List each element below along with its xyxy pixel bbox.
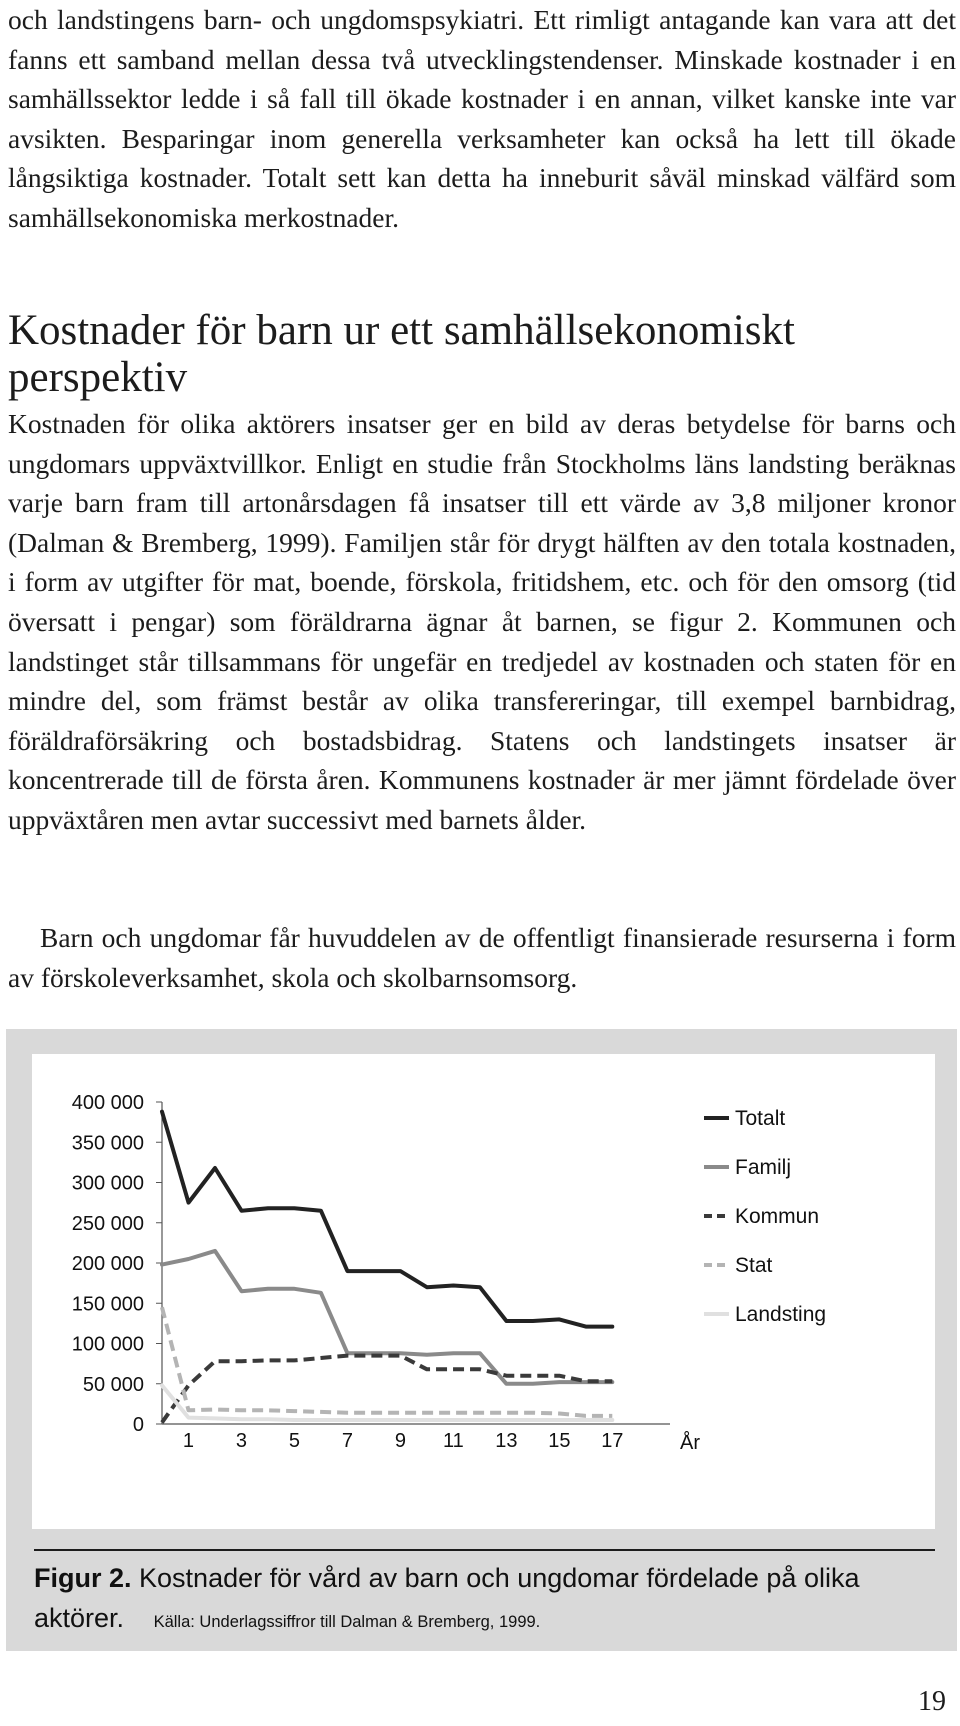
- series-line-totalt: [162, 1112, 612, 1327]
- chart-panel: [32, 1054, 935, 1529]
- caption-source: Källa: Underlagssiffror till Dalman & Bremberg, 1999.: [153, 1613, 541, 1631]
- caption-label: Figur 2.: [34, 1563, 132, 1593]
- x-tick-label: 9: [394, 1430, 406, 1452]
- x-tick-label: 13: [495, 1430, 518, 1452]
- y-tick-label: 150 000: [71, 1293, 144, 1316]
- y-tick-label: 250 000: [71, 1212, 144, 1235]
- legend-label-landsting: Landsting: [735, 1303, 827, 1326]
- x-tick-label: 3: [235, 1430, 248, 1452]
- paragraph-resources: Barn och ungdomar får huvuddelen av de offentligt finansierade resurserna i form av förskoleverksamhet, skola och skolbarnsomsorg.: [8, 922, 956, 993]
- legend-label-totalt: Totalt: [735, 1107, 786, 1130]
- x-tick-label: 17: [601, 1430, 624, 1452]
- paragraph-costs: Kostnaden för olika aktörers insatser ger en bild av deras betydelse för barns och ungdomars uppväxtvillkor. Enligt en studie från Stockholms läns landsting beräknas varje barn fram till artonårsdagen få insatser till ett värde av 3,8 miljoner kronor (Dalman & Bremberg, 1999). Familjen står för drygt hälften av den totala kostnaden, i form av utgifter för mat, boende, förskola, fritidshem, etc. och för den omsorg (tid översatt i pengar) som föräldrarna ägnar åt barnen, se figur 2. Kommunen och landstinget står tillsammans för ungefär en tredjedel av kostnaden och staten för en mindre del, som främst består av olika transfereringar, till exempel barnbidrag, föräldraförsäkring och bostadsbidrag. Statens och landstingets insatser är koncentrerade till de första åren. Kommunens kostnader är mer jämnt fördelade över uppväxtåren men avtar successivt med barnets ålder.: [8, 408, 956, 835]
- x-tick-label: 7: [341, 1430, 353, 1452]
- x-tick-label: 15: [548, 1430, 571, 1452]
- y-tick-label: 300 000: [71, 1172, 144, 1195]
- legend-label-familj: Familj: [735, 1156, 791, 1179]
- paragraph-intro: och landstingens barn- och ungdomspsykiatri. Ett rimligt antagande kan vara att det fanns ett samband mellan dessa två utvecklingstendenser. Minskade kostnader i en samhällssektor ledde i så fall till ökade kostnader i en annan, vilket kanske inte var avsikten. Besparingar inom generella verksamheter kan också ha lett till ökade långsiktiga kostnader. Totalt sett kan detta ha inneburit såväl minskad välfärd som samhällsekonomiska merkostnader.: [8, 4, 956, 233]
- caption-text: Kostnader för vård av barn och ungdomar fördelade på olika aktörer.: [34, 1563, 860, 1633]
- x-tick-label: 1: [182, 1430, 195, 1452]
- legend-label-kommun: Kommun: [735, 1205, 820, 1228]
- x-tick-label: 5: [288, 1430, 301, 1452]
- y-tick-label: 350 000: [71, 1132, 144, 1155]
- caption-divider: [34, 1549, 935, 1551]
- cost-line-chart: [32, 1054, 935, 1529]
- page-number: 19: [918, 1686, 946, 1717]
- y-tick-label: 400 000: [71, 1092, 144, 1114]
- figure-2: [6, 1029, 957, 1651]
- x-tick-label: 11: [443, 1430, 464, 1452]
- section-heading: Kostnader för barn ur ett samhällsekonomiskt perspektiv: [8, 307, 795, 401]
- x-axis-label: År: [680, 1432, 700, 1454]
- y-tick-label: 50 000: [82, 1373, 144, 1396]
- figure-caption: [34, 1558, 914, 1642]
- y-tick-label: 100 000: [71, 1333, 144, 1356]
- legend-label-stat: Stat: [735, 1254, 773, 1277]
- y-tick-label: 0: [132, 1414, 144, 1436]
- y-tick-label: 200 000: [71, 1253, 144, 1275]
